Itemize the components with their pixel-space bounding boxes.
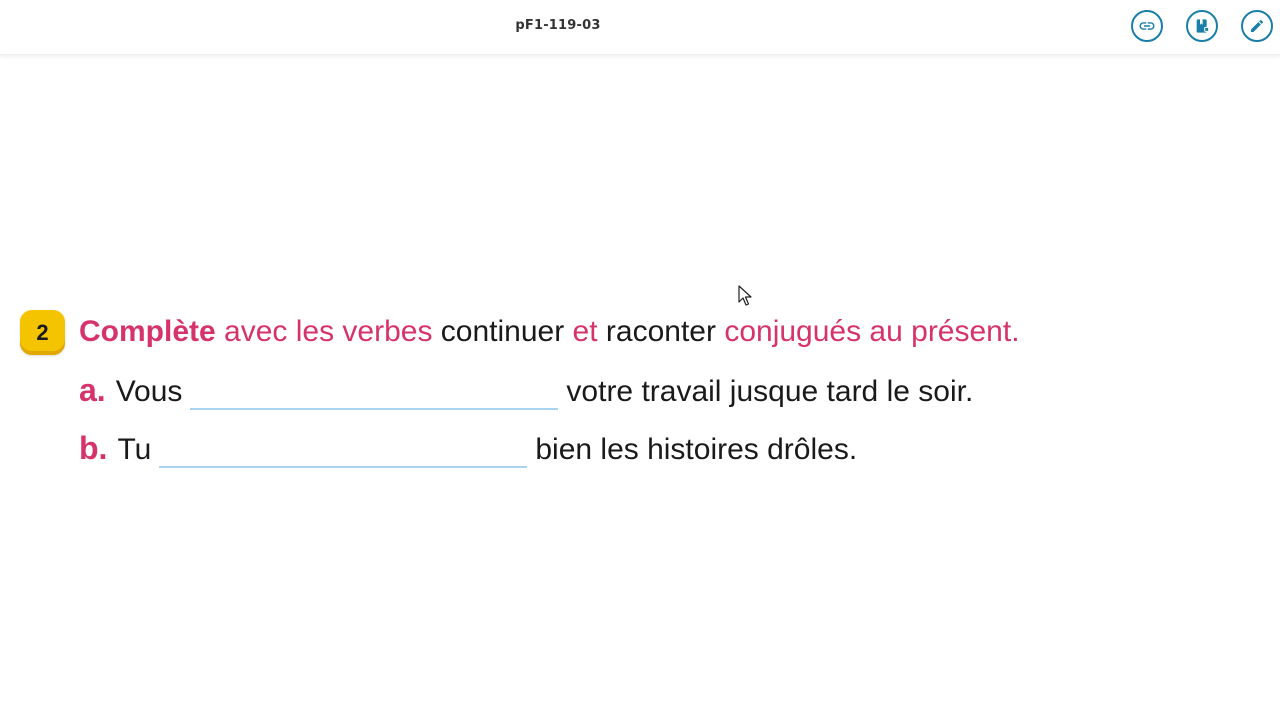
answer-input-b[interactable] (159, 436, 527, 468)
item-text-after: votre travail jusque tard le soir. (566, 375, 974, 408)
edit-button[interactable] (1241, 10, 1273, 42)
link-icon (1138, 17, 1156, 35)
item-text-before: Tu (117, 433, 152, 466)
item-text-after: bien les histoires drôles. (535, 433, 858, 466)
instruction-verb-continuer: continuer (440, 315, 565, 348)
item-text-before: Vous (115, 375, 183, 408)
instruction-keyword: Complète (79, 315, 216, 348)
instruction-text: avec les verbes (215, 315, 441, 348)
answer-input-a[interactable] (190, 378, 558, 410)
page-title: pF1-119-03 (515, 18, 601, 33)
item-letter: b. (79, 430, 108, 466)
mouse-cursor-icon (738, 285, 754, 311)
instruction-verb-raconter: raconter (605, 315, 716, 348)
instruction-text: conjugués au présent. (715, 315, 1020, 348)
top-bar (0, 0, 1280, 55)
item-letter: a. (79, 372, 106, 408)
link-button[interactable] (1131, 10, 1163, 42)
exercise-item-a (79, 368, 973, 414)
instruction-text: et (564, 315, 606, 348)
exercise-item-b (79, 426, 857, 472)
book-button[interactable] (1186, 10, 1218, 42)
pencil-icon (1249, 18, 1265, 34)
book-icon (1194, 18, 1210, 34)
exercise-number-badge: 2 (20, 310, 65, 355)
exercise-instruction (79, 310, 1020, 354)
